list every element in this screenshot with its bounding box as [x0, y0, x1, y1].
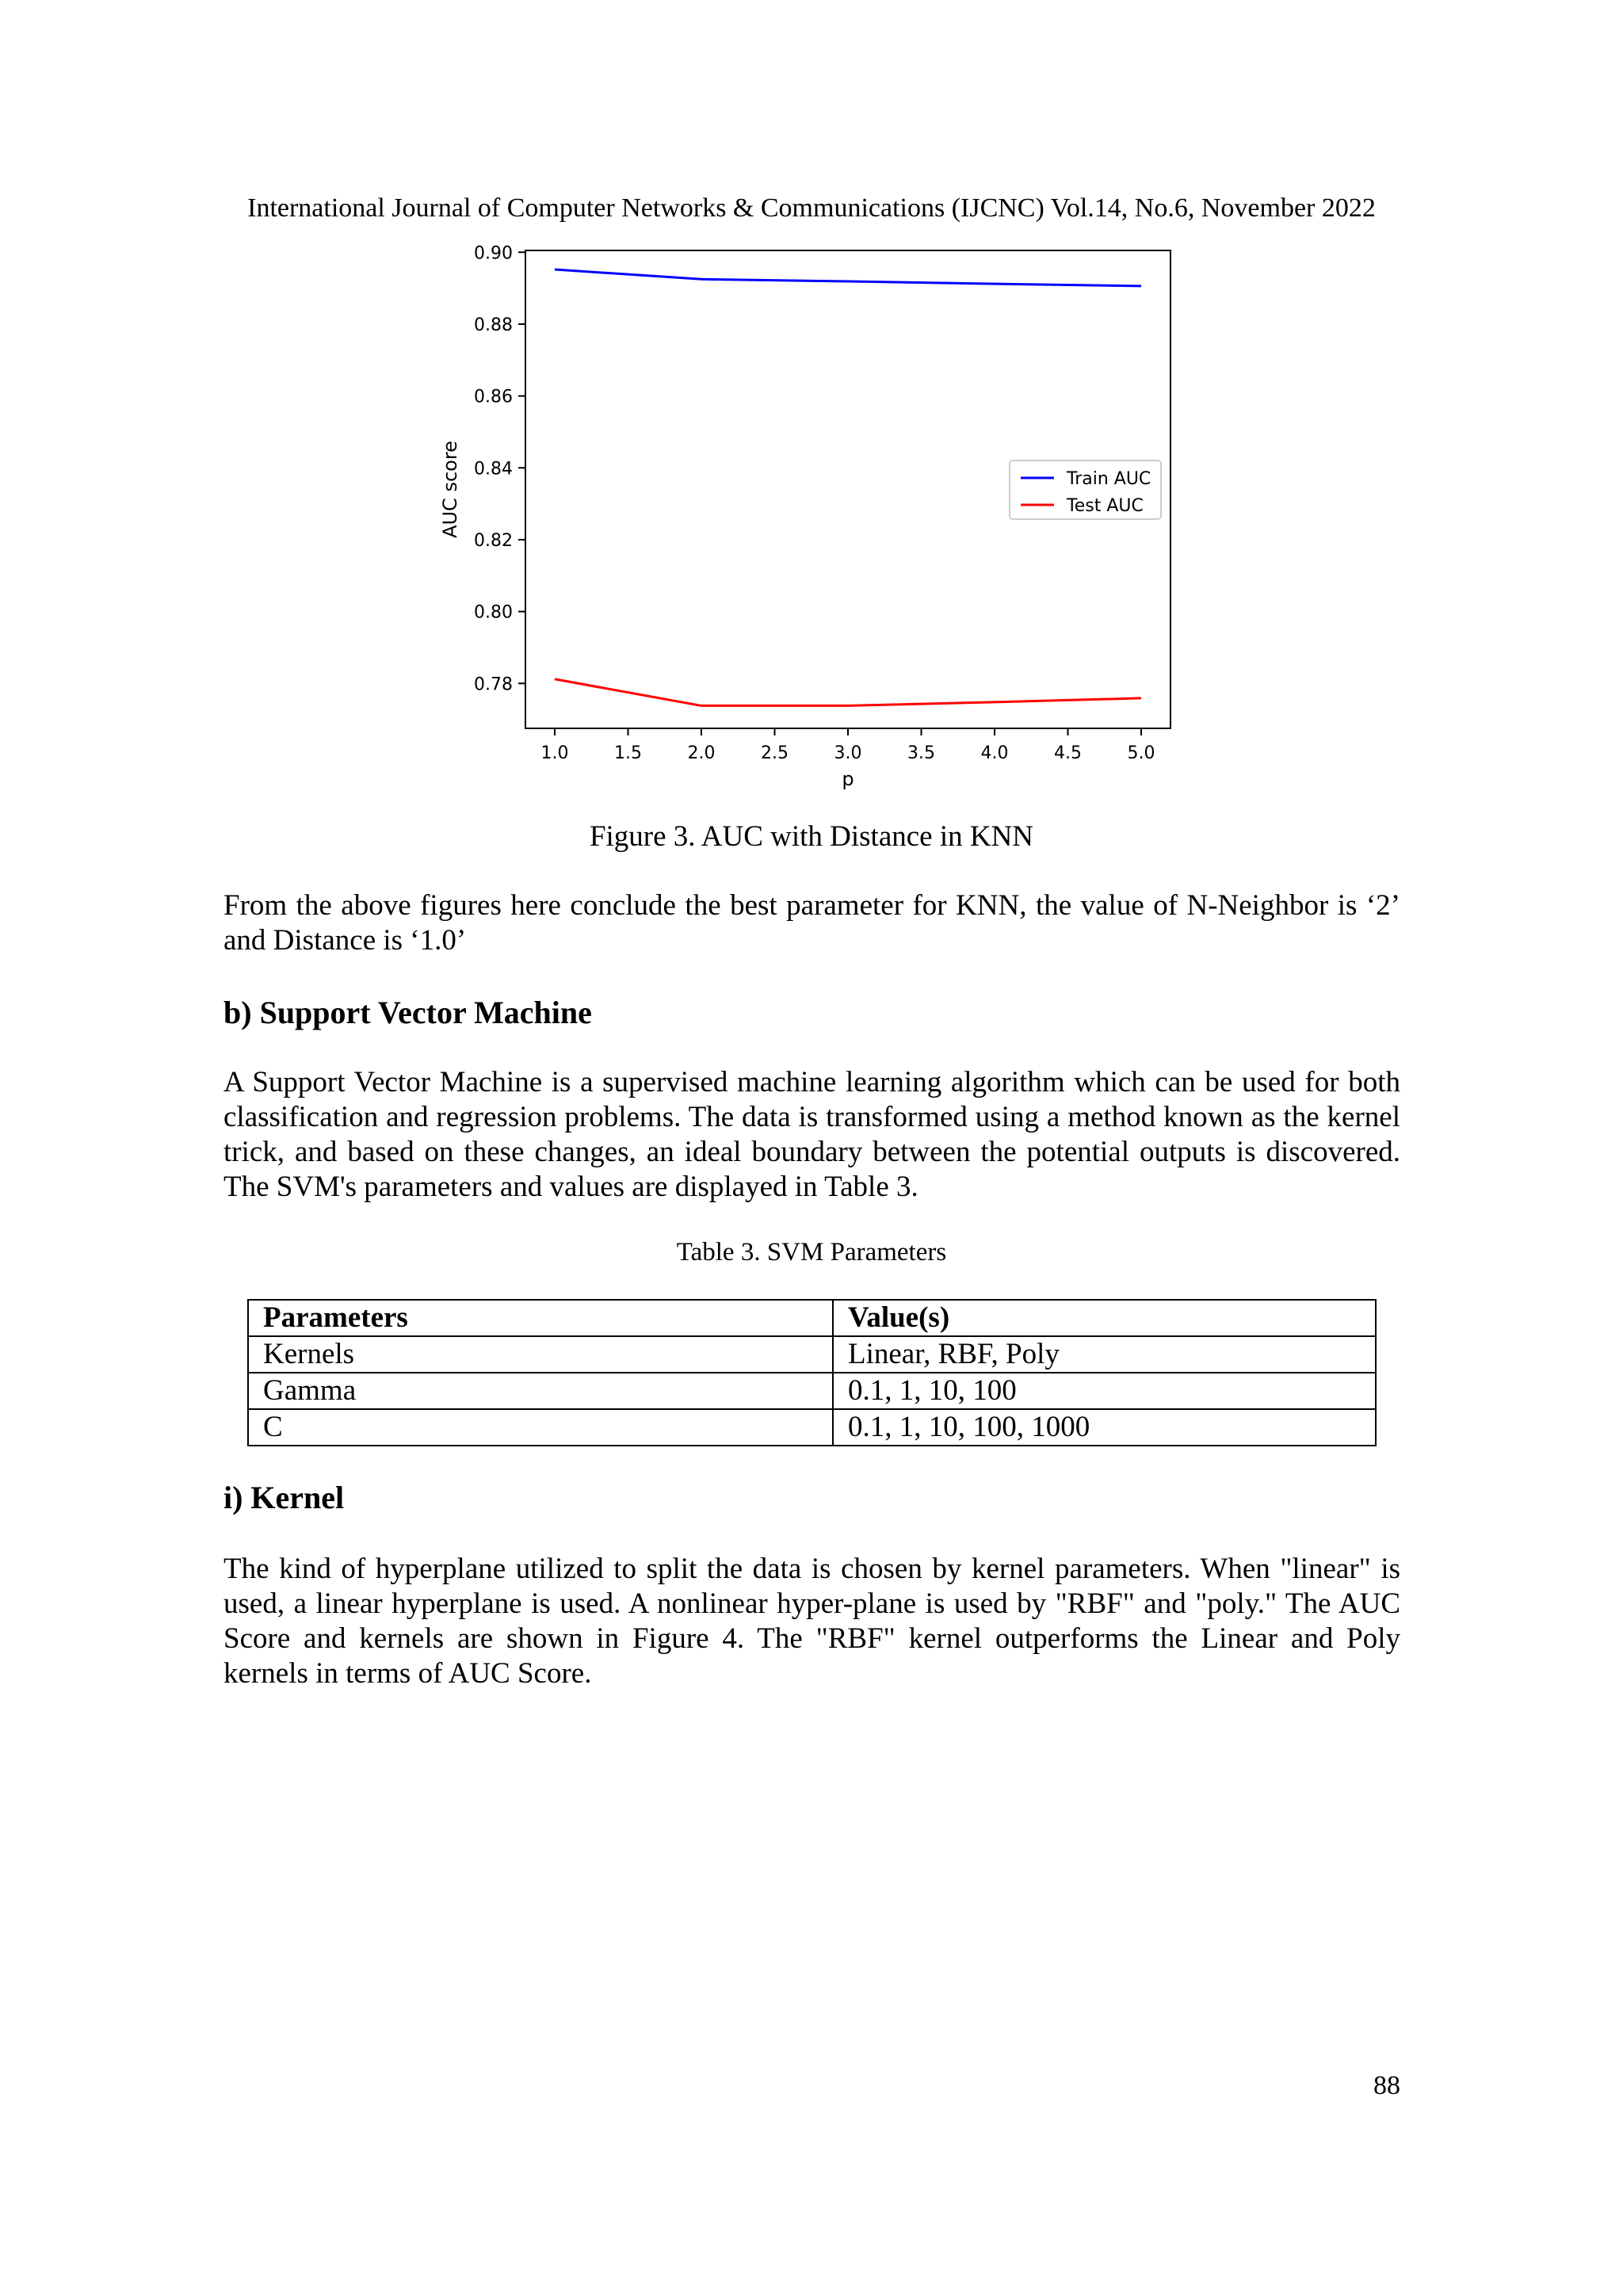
- y-tick-label: 0.78: [474, 674, 513, 695]
- svm-parameters-table: [247, 1299, 1377, 1446]
- x-tick-label: 2.0: [687, 743, 716, 763]
- x-tick-label: 3.5: [907, 743, 935, 763]
- svm-paragraph: A Support Vector Machine is a supervised machine learning algorithm which can be used for both classification and regression problems. The data is transformed using a method known as the kernel trick, and based on these changes, an ideal boundary between the potential outputs is discovered. The SVM's parameters and values are displayed in Table 3.: [223, 1066, 1400, 1203]
- x-tick-label: 4.0: [980, 743, 1009, 763]
- kernel-paragraph: The kind of hyperplane utilized to split the data is chosen by kernel parameters. When "linear" is used, a linear hyperplane is used. A nonlinear hyper-plane is used by "RBF" and "poly." The AUC Score and kernels are shown in Figure 4. The "RBF" kernel outperforms the Linear and Poly kernels in terms of AUC Score.: [223, 1553, 1400, 1690]
- x-tick-label: 5.0: [1127, 743, 1155, 763]
- table-3-caption: Table 3. SVM Parameters: [676, 1238, 947, 1266]
- y-tick-label: 0.88: [474, 315, 513, 335]
- value-cell: Linear, RBF, Poly: [833, 1336, 1376, 1373]
- auc-distance-line-chart: [428, 238, 1220, 793]
- header-values: Value(s): [833, 1300, 1376, 1336]
- svm-section-heading: b) Support Vector Machine: [223, 995, 592, 1030]
- legend-label: Test AUC: [1067, 496, 1144, 516]
- x-tick-label: 1.0: [540, 743, 569, 763]
- x-tick-label: 4.5: [1054, 743, 1082, 763]
- figure-3-caption: Figure 3. AUC with Distance in KNN: [589, 820, 1034, 853]
- header-parameters: Parameters: [248, 1300, 833, 1336]
- legend-label: Train AUC: [1067, 469, 1151, 489]
- figure-3-chart: [428, 238, 1220, 793]
- table-row: [248, 1373, 1376, 1409]
- parameter-cell: C: [248, 1409, 833, 1446]
- parameter-cell: Gamma: [248, 1373, 833, 1409]
- table-row: [248, 1409, 1376, 1446]
- y-axis-label: AUC score: [439, 441, 461, 538]
- y-tick-label: 0.84: [474, 459, 513, 479]
- y-tick-label: 0.86: [474, 387, 513, 407]
- y-tick-label: 0.80: [474, 602, 513, 623]
- value-cell: 0.1, 1, 10, 100, 1000: [833, 1409, 1376, 1446]
- x-tick-label: 3.0: [834, 743, 862, 763]
- kernel-section-heading: i) Kernel: [223, 1480, 345, 1515]
- x-tick-label: 2.5: [761, 743, 789, 763]
- y-tick-label: 0.90: [474, 243, 513, 264]
- table-row: [248, 1336, 1376, 1373]
- x-tick-label: 1.5: [614, 743, 642, 763]
- parameter-cell: Kernels: [248, 1336, 833, 1373]
- value-cell: 0.1, 1, 10, 100: [833, 1373, 1376, 1409]
- knn-conclusion-paragraph: From the above figures here conclude the best parameter for KNN, the value of N-Neighbor is ‘2’ and Distance is ‘1.0’: [223, 889, 1400, 957]
- y-tick-label: 0.82: [474, 530, 513, 551]
- page-number: 88: [1373, 2071, 1400, 2100]
- running-header: International Journal of Computer Networks & Communications (IJCNC) Vol.14, No.6, November 2022: [247, 193, 1376, 223]
- x-axis-label: p: [842, 768, 854, 790]
- table-header-row: [248, 1300, 1376, 1336]
